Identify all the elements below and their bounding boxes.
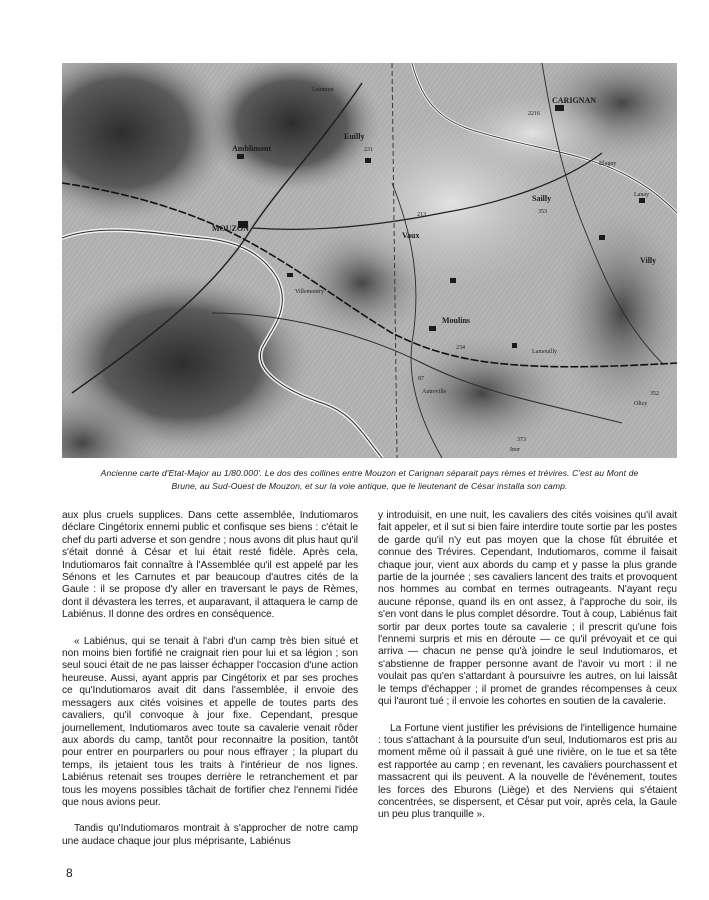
caption-line-2: Brune, au Sud-Ouest de Mouzon, et sur la voie antique, que le lieutenant de César installa son camp. [171, 481, 568, 491]
map-label-carignan: CARIGNAN [552, 96, 596, 105]
map-label-amblimont: Amblimont [232, 144, 272, 153]
map-label-moulins: Moulins [442, 316, 471, 325]
map-caption [62, 467, 677, 493]
left-paragraph-1: aux plus cruels supplices. Dans cette assemblée, Indutiomaros déclare Cingétorix ennemi public et confisque ses biens : c'était le chef du parti adverse et son gendre ; nous avons dit plus haut qu'il s'était donné à César et lui était resté fidèle. Après cela, Indutiomaros fait connaître à l'Assemblée qu'il est appelé par les Sénons et les Carnutes et par beaucoup d'autres cités de la Gaule : il se propose d'y aller en traversant le pays de Rèmes, dont il dévastera les terres, et auparavant, il attaquera le camp de Labiénus. Il donne des ordres en conséquence. [62, 510, 358, 621]
left-paragraph-3: Tandis qu'Indutiomaros montrait à s'approcher de notre camp une audace chaque jour plus méprisante, Labiénus [62, 823, 358, 847]
map-label-villy: Villy [640, 256, 657, 265]
map-label-olizy: Olizy [634, 401, 648, 407]
map-label-sailly: Sailly [532, 194, 552, 203]
map-altitude-373: 373 [517, 437, 526, 443]
left-paragraph-2: « Labiénus, qui se tenait à l'abri d'un camp très bien situé et non moins bien fortifié ne craignait rien pour lui et sa légion ; son seul souci était de ne pas laisser échapper l'occasion d'une action heureuse. Aussi, ayant appris par Cingétorix et par ses proches ce qu'Indutiomaros avait dit dans l'assemblée, il envoie des messagers aux cités voisines et appelle de toutes parts des cavaliers, qu'il convoque à jour fixe. Cependant, presque journellement, Indutiomaros avec toute sa cavalerie venait rôder aux abords du camp, tantôt pour reconnaitre la position, tantôt pour entrer en pourparlers ou pour nous effrayer ; la plupart du temps, ils jetaient tous les traits à l'intérieur de nos lignes. Labiénus retenait ses troupes derrière le retranchement et par tous les moyens possibles tâchait de fortifier chez l'ennemi l'idée que nous avions peur. [62, 635, 358, 808]
map-altitude-2216: 2216 [528, 111, 540, 117]
map-altitude-213: 213 [417, 212, 426, 218]
map-label-villemontry: Villemontry [295, 289, 324, 295]
right-column [378, 510, 677, 822]
map-label-blagny: Blagny [599, 161, 617, 167]
caption-line-1: Ancienne carte d'Etat-Major au 1/80.000'. Le dos des collines entre Mouzon et Carignan séparait pays rèmes et trévires. C'est au Mont de [100, 468, 639, 478]
map-altitude-231: 231 [364, 147, 373, 153]
historical-map [62, 63, 677, 458]
map-label-lamont: Laumont [312, 87, 334, 93]
map-altitude-87: 87 [418, 376, 424, 382]
page-number: 8 [66, 866, 73, 880]
map-label-lamouilly: Lamouilly [532, 349, 557, 355]
map-altitude-352: 352 [650, 391, 659, 397]
map-label-euilly: Euilly [344, 132, 365, 141]
map-label-inor: Inor [510, 447, 520, 453]
map-label-lanay: Lanay [634, 192, 649, 198]
map-label-vaux: Vaux [402, 231, 420, 240]
map-altitude-234: 234 [456, 345, 465, 351]
map-altitude-353: 353 [538, 209, 547, 215]
left-column [62, 510, 358, 848]
map-label-autreville: Autreville [422, 389, 447, 395]
map-drawing [62, 63, 677, 458]
right-paragraph-1: y introduisit, en une nuit, les cavaliers des cités voisines qu'il avait fait appeler, et il sut si bien faire interdire toute sortie par les postes de garde qu'il n'y eut pas moyen que la chose fût ébruitée et connue des Trévires. Cependant, Indutiomaros, comme il faisait chaque jour, vient aux abords du camp et y passe la plus grande partie de la journée ; ses cavaliers lancent des traits et provoquent nos hommes au combat en termes outrageants. N'ayant reçu aucune réponse, quand ils en ont assez, à l'approche du soir, ils s'en vont dans le plus complet désordre. Tout à coup, Labiénus fait sortir par deux portes toute sa cavalerie ; il prescrit qu'une fois l'ennemi surpris et mis en déroute — ce qu'il prévoyait et ce qui arriva — chacun ne pense qu'à joindre le seul Indutiomaros, et s'abstienne de frapper personne avant de l'avoir vu mort : il ne voulait pas qu'en s'attardant à poursuivre les autres, on lui laissât le temps d'échapper ; il promet de grandes récompenses à ceux qui l'auront tué ; il envoie les cohortes en soutien de la cavalerie. [378, 510, 677, 708]
right-paragraph-2: La Fortune vient justifier les prévisions de l'intelligence humaine : tous s'attachant à la poursuite d'un seul, Indutiomaros est pris au moment même où il passait à gué une rivière, on le tue et sa tête est rapportée au camp ; en revenant, les cavaliers pourchassent et massacrent qui ils peuvent. A la nouvelle de l'événement, toutes les forces des Eburons (Liège) et des Nerviens qui s'étaient concentrées, se dispersent, et César put voir, après cela, la Gaule un peu plus tranquille ». [378, 722, 677, 821]
map-label-mouzon: MOUZON [212, 224, 249, 233]
